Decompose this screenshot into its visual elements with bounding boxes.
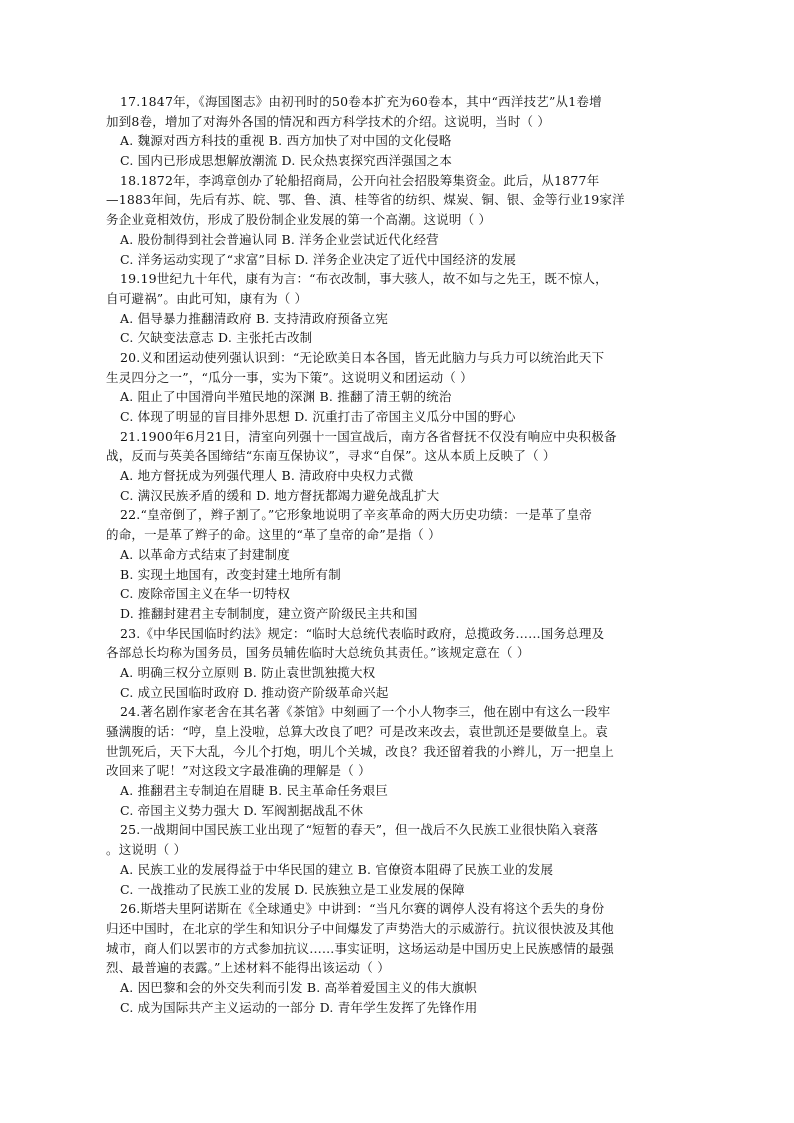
question-text-line: —1883年间，先后有苏、皖、鄂、鲁、滇、桂等省的纺织、煤炭、铜、银、金等行业19家洋 [106, 192, 625, 208]
question-text-line: 生灵四分之一”，“瓜分一事，实为下策”。这说明义和团运动（ ） [106, 369, 473, 385]
question-stem-line: 19.19世纪九十年代，康有为言：“布衣改制，事大骇人，故不如与之先王，既不惊人， [120, 271, 608, 287]
answer-option-line: C. 满汉民族矛盾的缓和 D. 地方督抚都竭力避免战乱扩大 [120, 487, 440, 503]
answer-option-line: C. 帝国主义势力强大 D. 军阀割据战乱不休 [120, 802, 364, 818]
answer-option-line: C. 体现了明显的盲目排外思想 D. 沉重打击了帝国主义瓜分中国的野心 [120, 409, 516, 424]
question-text-line: 务企业竟相效仿，形成了股份制企业发展的第一个高潮。这说明（ ） [106, 212, 492, 228]
question-stem-line: 20.义和团运动使列强认识到：“无论欧美日本各国，皆无此脑力与兵力可以统治此天下 [120, 349, 605, 365]
question-text-line: 烈、最普遍的表露。”上述材料不能得出该运动（ ） [106, 960, 390, 976]
answer-option-line: C. 欠缺变法意志 D. 主张托古改制 [120, 330, 313, 346]
question-text-line: 骚满腹的话：“哼，皇上没啦，总算大改良了吧？可是改来改去，袁世凯还是要做皇上。袁 [106, 724, 608, 739]
answer-option-line: B. 实现土地国有，改变封建土地所有制 [120, 566, 341, 582]
question-stem-line: 24.著名剧作家老舍在其名著《茶馆》中刻画了一个小人物李三，他在剧中有这么一段牢 [120, 704, 611, 720]
question-text-line: 改回来了呢！”对这段文字最准确的理解是（ ） [106, 763, 371, 779]
answer-option-line: A. 明确三权分立原则 B. 防止袁世凯独揽大权 [120, 664, 376, 680]
question-text-line: 归还中国时，在北京的学生和知识分子中间爆发了声势浩大的示威游行。抗议很快波及其他 [106, 920, 615, 936]
question-text-line: 加到8卷，增加了对海外各国的情况和西方科学技术的介绍。这说明，当时（ ） [106, 113, 551, 129]
question-stem-line: 18.1872年，李鸿章创办了轮船招商局，公开向社会招股筹集资金。此后，从1877年 [120, 172, 600, 188]
question-stem-line: 17.1847年，《海国图志》由初刊时的50卷本扩充为60卷本，其中“西洋技艺”从1卷增 [120, 94, 602, 109]
question-stem-line: 23.《中华民国临时约法》规定：“临时大总统代表临时政府，总揽政务……国务总理及 [120, 625, 605, 641]
question-stem-line: 22.“皇帝倒了，辫子割了。”它形象地说明了辛亥革命的两大历史功绩：一是革了皇帝 [120, 507, 592, 523]
question-text-line: 战，反而与英美各国缔结“东南互保协议”，寻求“自保”。这从本质上反映了（ ） [106, 448, 556, 464]
question-stem-line: 25.一战期间中国民族工业出现了“短暂的春天”，但一战后不久民族工业很快陷入衰落 [120, 822, 599, 838]
answer-option-line: A. 地方督抚成为列强代理人 B. 清政府中央权力式微 [120, 468, 414, 484]
answer-option-line: A. 以革命方式结束了封建制度 [120, 546, 290, 562]
answer-option-line: C. 成为国际共产主义运动的一部分 D. 青年学生发挥了先锋作用 [120, 999, 478, 1015]
answer-option-line: A. 因巴黎和会的外交失利而引发 B. 高举着爱国主义的伟大旗帜 [120, 979, 477, 995]
question-text-line: 城市，商人们以罢市的方式参加抗议……事实证明，这场运动是中国历史上民族感情的最强 [106, 940, 615, 956]
question-list [106, 92, 696, 1017]
answer-option-line: C. 成立民国临时政府 D. 推动资产阶级革命兴起 [120, 684, 389, 700]
answer-option-line: A. 倡导暴力推翻清政府 B. 支持清政府预备立宪 [120, 310, 389, 326]
question-stem-line: 26.斯塔夫里阿诺斯在《全球通史》中讲到：“当凡尔赛的调停人没有将这个丢失的身份 [120, 901, 605, 917]
question-text-line: 各部总长均称为国务员，国务员辅佐临时大总统负其责任。”该规定意在（ ） [106, 645, 530, 661]
answer-option-line: C. 洋务运动实现了“求富”目标 D. 洋务企业决定了近代中国经济的发展 [120, 251, 517, 267]
question-text-line: 的命，一是革了辫子的命。这里的“革了皇帝的命”是指（ ） [106, 527, 441, 543]
answer-option-line: A. 民族工业的发展得益于中华民国的建立 B. 官僚资本阻碍了民族工业的发展 [120, 861, 554, 877]
answer-option-line: A. 股份制得到社会普遍认同 B. 洋务企业尝试近代化经营 [120, 231, 439, 247]
question-text-line: 自可避祸”。由此可知，康有为（ ） [106, 290, 308, 306]
answer-option-line: C. 一战推动了民族工业的发展 D. 民族独立是工业发展的保障 [120, 881, 465, 897]
question-stem-line: 21.1900年6月21日，清室向列强十一国宣战后，南方各省督抚不仅没有响应中央积极备 [120, 428, 617, 444]
answer-option-line: A. 魏源对西方科技的重视 B. 西方加快了对中国的文化侵略 [120, 133, 452, 149]
question-text-line: 世凯死后，天下大乱，今儿个打炮，明儿个关城，改良？我还留着我的小辫儿，万一把皇上 [106, 743, 615, 759]
answer-option-line: C. 国内已形成思想解放潮流 D. 民众热衷探究西洋强国之本 [120, 153, 453, 169]
answer-option-line: C. 废除帝国主义在华一切特权 [120, 586, 291, 602]
answer-option-line: A. 推翻君主专制迫在眉睫 B. 民主革命任务艰巨 [120, 783, 389, 799]
answer-option-line: A. 阻止了中国滑向半殖民地的深渊 B. 推翻了清王朝的统治 [120, 389, 452, 405]
answer-option-line: D. 推翻封建君主专制制度，建立资产阶级民主共和国 [120, 605, 418, 621]
question-text-line: 。这说明（ ） [106, 842, 187, 858]
